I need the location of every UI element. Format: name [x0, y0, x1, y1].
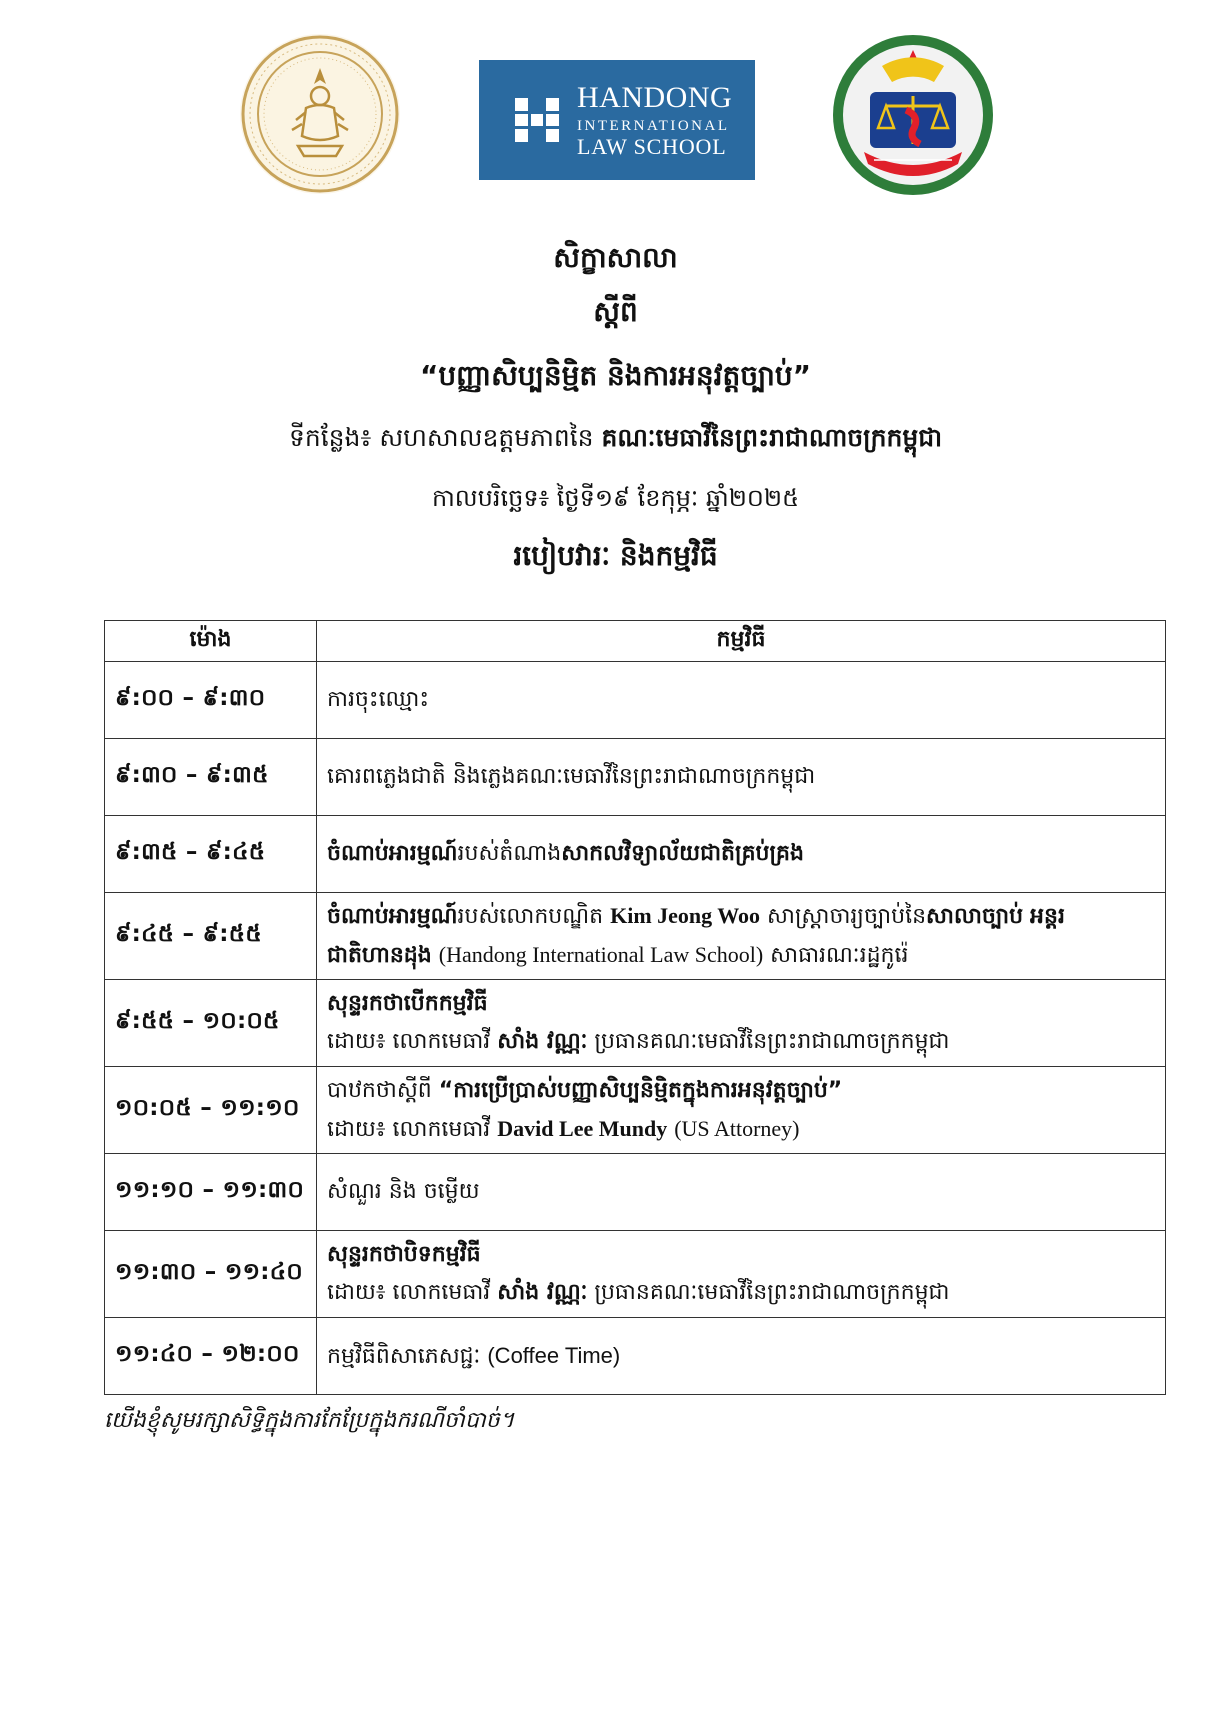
table-row [105, 1231, 1166, 1318]
column-header-time: ម៉ោង [105, 621, 317, 662]
venue-name: គណៈមេធាវីនៃព្រះរាជាណាចក្រកម្ពុជា [601, 423, 943, 452]
agenda-table [104, 620, 1166, 1395]
speaker-name: David Lee Mundy [497, 1115, 668, 1141]
speaker-role: ប្រធានគណៈមេធាវីនៃព្រះរាជាណាចក្រកម្ពុជា [594, 1280, 950, 1305]
table-row [105, 816, 1166, 893]
program-title: សុន្ទរកថាបើកកម្មវិធី [327, 991, 488, 1016]
time-cell: ៩:៣៥ – ៩:៤៥ [105, 816, 317, 893]
table-header-row [105, 621, 1166, 662]
program-english: (Coffee Time) [487, 1342, 621, 1368]
program-text: កម្មវិធីពិសាភេសជ្ជៈ [327, 1343, 481, 1369]
agenda-title: របៀបវារៈ និងកម្មវិធី [513, 539, 718, 572]
speaker-name: សាំង វណ្ណៈ [497, 1280, 588, 1305]
table-row [105, 980, 1166, 1067]
program-bold: ចំណាប់អារម្មណ៍ [327, 841, 458, 866]
venue-label: ទីកន្លែង៖ សហសាលឧត្តមភាពនៃ [288, 423, 594, 452]
program-cell [317, 1231, 1166, 1318]
table-row [105, 893, 1166, 980]
time-cell: ១០:០៥ – ១១:១០ [105, 1067, 317, 1154]
speaker-note: (US Attorney) [674, 1115, 800, 1141]
table-row [105, 1067, 1166, 1154]
handong-logo [479, 60, 755, 180]
ministry-of-justice-emblem-icon [830, 32, 996, 198]
time-cell: ១១:៤០ – ១២:០០ [105, 1318, 317, 1395]
country-text: សាធារណៈរដ្ឋកូរ៉េ [770, 943, 909, 968]
handong-mark-icon [515, 98, 559, 142]
program-cell [317, 1154, 1166, 1231]
speaker-role: ប្រធានគណៈមេធាវីនៃព្រះរាជាណាចក្រកម្ពុជា [594, 1029, 950, 1054]
logo-line-2: INTERNATIONAL [577, 117, 730, 134]
logo-line-3: LAW SCHOOL [577, 133, 727, 159]
table-row [105, 662, 1166, 739]
by-label: ដោយ៖ លោកមេធាវី [327, 1029, 491, 1054]
program-cell [317, 739, 1166, 816]
program-cell [317, 893, 1166, 980]
time-cell: ៩:៥៥ – ១០:០៥ [105, 980, 317, 1067]
logo-line-1: HANDONG [577, 80, 733, 114]
by-label: ដោយ៖ លោកមេធាវី [327, 1116, 491, 1142]
speaker-name: Kim Jeong Woo [610, 903, 761, 928]
program-text: ការចុះឈ្មោះ [327, 687, 430, 712]
by-label: ដោយ៖ លោកមេធាវី [327, 1280, 491, 1305]
time-cell: ៩:៤៥ – ៩:៥៥ [105, 893, 317, 980]
page-subtitle: ស្តីពី [593, 295, 638, 328]
program-cell [317, 816, 1166, 893]
bar-association-seal-icon [240, 34, 400, 194]
program-text: សំណួរ និង ចម្លើយ [327, 1179, 480, 1204]
program-text: របស់តំណាង [457, 841, 562, 866]
time-cell: ១១:៣០ – ១១:៤០ [105, 1231, 317, 1318]
program-cell [317, 980, 1166, 1067]
program-text: បាឋកថាស្តីពី [327, 1077, 432, 1103]
program-text: របស់លោកបណ្ឌិត [457, 904, 604, 929]
talk-title: “ការប្រើប្រាស់បញ្ញាសិប្បនិម្មិតក្នុងការអនុវត្តច្បាប់” [438, 1077, 843, 1103]
logo-strip [0, 30, 1231, 200]
speaker-name: សាំង វណ្ណៈ [497, 1029, 588, 1054]
table-row [105, 1318, 1166, 1395]
date-line: កាលបរិច្ឆេទ៖ ថ្ងៃទី១៩ ខែកុម្ភៈ ឆ្នាំ២០២៥ [431, 484, 800, 512]
school-name: សាលាច្បាប់ [926, 904, 1024, 929]
seminar-topic: “បញ្ញាសិប្បនិម្មិត និងការអនុវត្តច្បាប់” [419, 359, 812, 392]
school-name-cont: អន្តរជាតិហានដុង [327, 904, 1065, 968]
time-cell: ៩:៣០ – ៩:៣៥ [105, 739, 317, 816]
table-row [105, 1154, 1166, 1231]
university-name: សាកលវិទ្យាល័យជាតិគ្រប់គ្រង [561, 841, 804, 866]
time-cell: ៩:០០ – ៩:៣០ [105, 662, 317, 739]
column-header-program: កម្មវិធី [317, 621, 1166, 662]
time-cell: ១១:១០ – ១១:៣០ [105, 1154, 317, 1231]
program-text: សាស្ត្រាចារ្យច្បាប់នៃ [767, 904, 927, 929]
heading-block [0, 236, 1231, 584]
page-title: សិក្ខាសាលា [553, 241, 678, 274]
footnote: យើងខ្ញុំសូមរក្សាសិទ្ធិក្នុងការកែប្រែក្នុងករណីចាំបាច់។ [104, 1408, 515, 1433]
program-title: សុន្ទរកថាបិទកម្មវិធី [327, 1242, 481, 1267]
school-english: (Handong International Law School) [438, 942, 764, 967]
program-cell [317, 662, 1166, 739]
program-bold: ចំណាប់អារម្មណ៍ [327, 904, 458, 929]
table-row [105, 739, 1166, 816]
venue-line [0, 408, 1231, 468]
program-cell [317, 1318, 1166, 1395]
program-cell [317, 1067, 1166, 1154]
program-text: គោរពភ្លេងជាតិ និងភ្លេងគណៈមេធាវីនៃព្រះរាជាណាចក្រកម្ពុជា [327, 764, 816, 789]
